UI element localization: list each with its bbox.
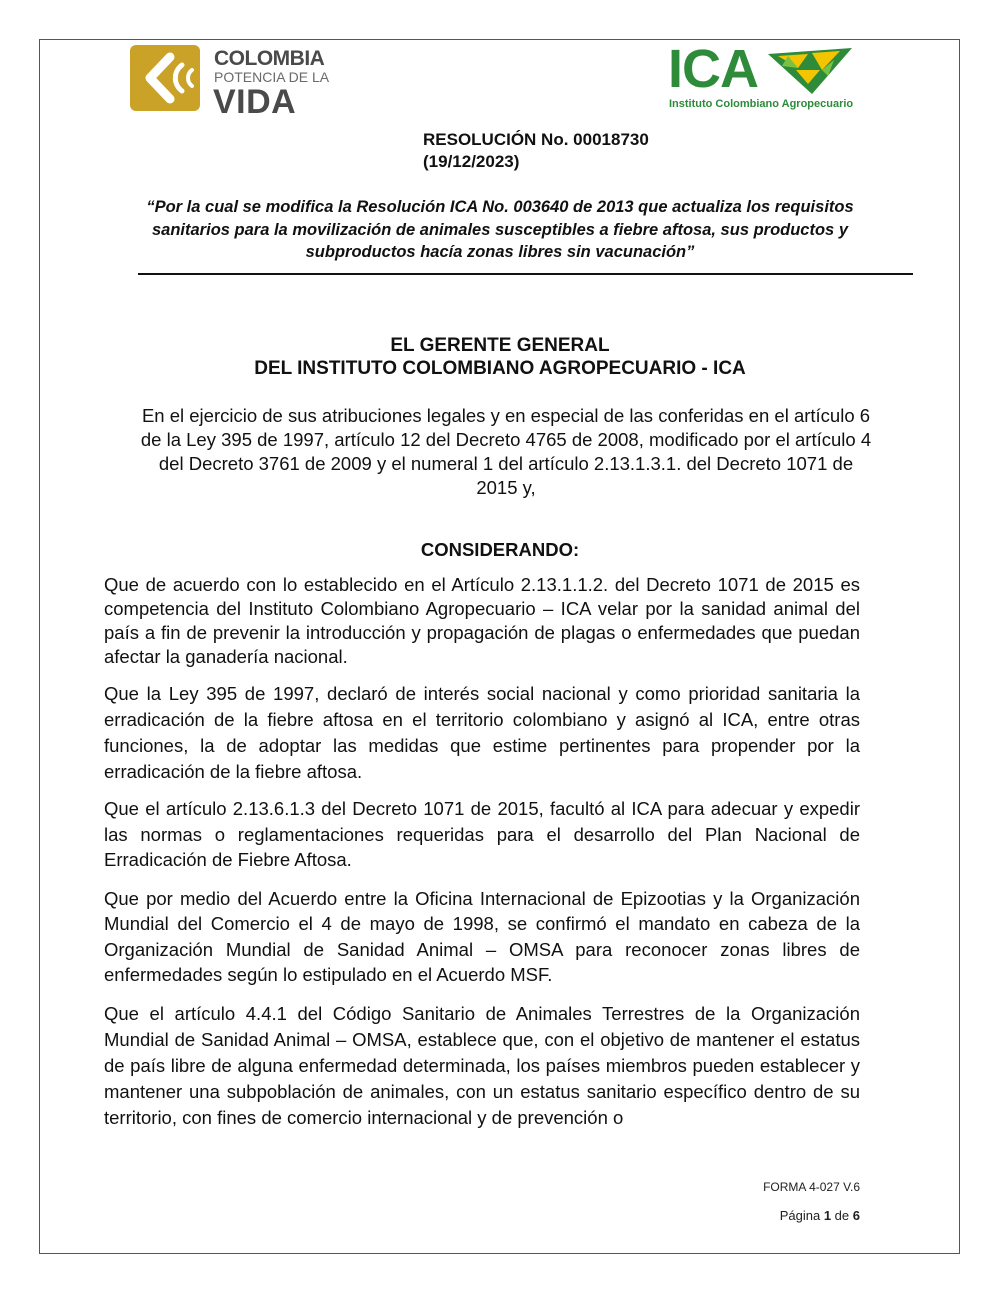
authority-powers: En el ejercicio de sus atribuciones legales y en especial de las conferidas en el artículo 6 de la Ley 395 de 1997, artículo 12 del Decreto 4765 de 2008, modificado por el artículo 4 del Decreto 3761 de 2009 y el numeral 1 del artículo 2.13.1.3.1. del Decreto 1071 de 2015 y, bbox=[140, 405, 872, 498]
authority-title bbox=[100, 334, 900, 380]
resolution-date: (19/12/2023) bbox=[423, 152, 520, 171]
considerando-paragraph: Que el artículo 4.4.1 del Código Sanitario de Animales Terrestres de la Organización Mundial de Sanidad Animal – OMSA, establece que, con el objetivo de mantener el estatus de país libre de alguna enfermedad determinada, los países miembros pueden establecer y mantener una subpoblación de animales, con un estatus sanitario específico dentro de su territorio, con fines de comercio internacional y de prevención o bbox=[104, 1002, 860, 1128]
colombia-potencia-mark-icon bbox=[130, 45, 200, 111]
colombia-potencia-logo bbox=[130, 45, 330, 121]
ica-logo bbox=[668, 39, 858, 116]
considerando-paragraph: Que el artículo 2.13.6.1.3 del Decreto 1071 de 2015, facultó al ICA para adecuar y expedir las normas o reglamentaciones requeridas para el desarrollo del Plan Nacional de Erradicación de Fiebre Aftosa. bbox=[104, 798, 860, 870]
page-of: de bbox=[834, 1208, 850, 1223]
page-current: 1 bbox=[823, 1208, 832, 1223]
page-number bbox=[780, 1208, 860, 1223]
authority-line-1: EL GERENTE GENERAL bbox=[390, 335, 610, 356]
page-label: Página bbox=[779, 1208, 821, 1223]
considerando-paragraph: Que de acuerdo con lo establecido en el Artículo 2.13.1.1.2. del Decreto 1071 de 2015 es competencia del Instituto Colombiano Agropecuario – ICA velar por la sanidad animal del país a fin de prevenir la introducción y propagación de plagas o enfermedades que puedan afectar la ganadería nacional. bbox=[104, 574, 860, 667]
form-code: FORMA 4-027 V.6 bbox=[763, 1180, 860, 1194]
logo-line-vida: VIDA bbox=[213, 83, 297, 121]
considerando-body bbox=[104, 573, 860, 1143]
resolution-number: RESOLUCIÓN No. 00018730 bbox=[423, 130, 649, 149]
ica-full-name: Instituto Colombiano Agropecuario bbox=[669, 98, 854, 110]
considerando-heading: CONSIDERANDO: bbox=[420, 539, 580, 560]
logo-line-colombia: COLOMBIA bbox=[214, 47, 325, 70]
considerando-paragraph: Que la Ley 395 de 1997, declaró de interés social nacional y como prioridad sanitaria la erradicación de la fiebre aftosa en el territorio colombiano y asignó al ICA, entre otras funciones, la de adoptar las medidas que estime pertinentes para propender por la erradicación de la fiebre aftosa. bbox=[104, 683, 860, 782]
header-divider bbox=[138, 273, 913, 275]
considerando-paragraph: Que por medio del Acuerdo entre la Oficina Internacional de Epizootias y la Organización Mundial del Comercio el 4 de mayo de 1998, se confirmó el mandato en cabeza de la Organización Mundial de Sanidad Animal – OMSA para reconocer zonas libres de enfermedades según lo estipulado en el Acuerdo MSF. bbox=[104, 887, 860, 985]
authority-line-2: DEL INSTITUTO COLOMBIANO AGROPECUARIO - ICA bbox=[254, 358, 746, 379]
ica-acronym: ICA bbox=[668, 39, 758, 99]
resolution-subject: “Por la cual se modifica la Resolución ICA No. 003640 de 2013 que actualiza los requisitos sanitarios para la movilización de animales susceptibles a fiebre aftosa, sus productos y subproductos hacía zonas libres sin vacunación” bbox=[146, 198, 854, 261]
page-total: 6 bbox=[852, 1208, 860, 1223]
ica-flag-mark-icon bbox=[768, 48, 852, 94]
logo-line-potencia: POTENCIA DE LA bbox=[214, 69, 330, 85]
